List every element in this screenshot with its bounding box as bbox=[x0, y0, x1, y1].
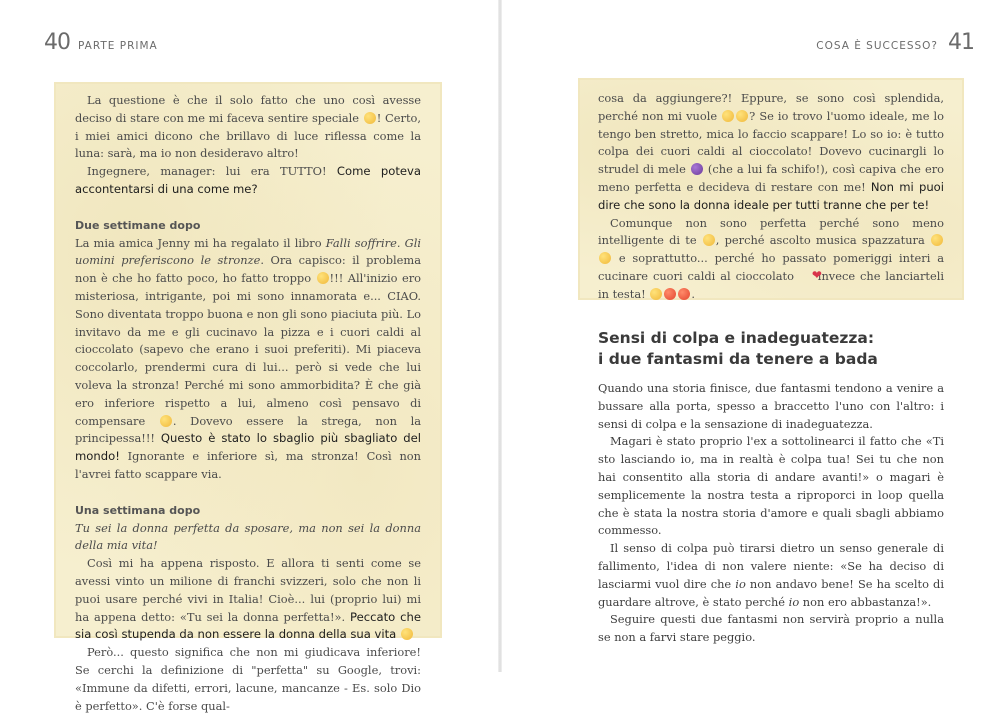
broken-heart-icon bbox=[800, 270, 812, 282]
paragraph: Magari è stato proprio l'ex a sottolinearci il fatto che «Ti sto lasciando io, ma in realtà è colpa tua! Sei tu che non hai consentito alla storia di andare avanti!» o magari è semplicemente la nostra testa a riproporci in loop quella che è stata la nostra storia d'amore e quali sbagli abbiamo commesso. bbox=[598, 434, 944, 538]
paragraph: Seguire questi due fantasmi non servirà proprio a nulla se non a farvi stare peggio. bbox=[598, 612, 944, 645]
steaming-emoji-icon bbox=[650, 288, 662, 300]
smiling-emoji-icon bbox=[401, 628, 413, 640]
paragraph: Comunque non sono perfetta perché sono meno intelligente di te , perché ascolto musica spazzatura e soprattutto... perché ho passato pomeriggi interi a cucinare cuori caldi al cioccolato ❤ invece che lanciarteli in testa! . bbox=[598, 215, 944, 304]
pleading-emoji-icon bbox=[160, 415, 172, 427]
paragraph: La questione è che il solo fatto che uno così avesse deciso di stare con me mi faceva sentire speciale ! Certo, i miei amici dicono che brillavo di luce riflessa come la luna: sarà, ma io non desideravo altro! bbox=[75, 93, 422, 161]
frowning-emoji-icon bbox=[599, 252, 611, 264]
subheading: Due settimane dopo bbox=[75, 218, 201, 232]
confused-emoji-icon bbox=[736, 110, 748, 122]
left-box-text bbox=[75, 92, 421, 715]
body-text bbox=[598, 380, 944, 647]
angry-emoji-icon bbox=[664, 288, 676, 300]
sad-emoji-icon bbox=[722, 110, 734, 122]
left-page-number: 40 bbox=[44, 30, 70, 55]
right-running-head: COSA È SUCCESSO? bbox=[816, 40, 938, 52]
paragraph: Così mi ha appena risposto. E allora ti senti come se avessi vinto un milione di franchi svizzeri, solo che non li puoi usare perché vivi in Italia! Cioè... lui (proprio lui) mi ha appena detto: «Tu sei la donna perfetta!». Peccato che sia così stupenda da non essere la donna della sua vita bbox=[75, 556, 421, 642]
section-title bbox=[598, 328, 948, 370]
worried-emoji-icon bbox=[703, 234, 715, 246]
frowning-emoji-icon bbox=[931, 234, 943, 246]
paragraph: La mia amica Jenny mi ha regalato il libro Falli soffrire. Gli uomini preferiscono le stronze. Ora capisco: il problema non è che ho fatto poco, ho fatto troppo !!! All'inizio ero misteriosa, intrigante, poi mi sono innamorata e... CIAO. Sono diventata troppo buona e non gli sono piaciuta più. Lo invitavo da me e gli cucinavo la pizza e i cuori caldi al cioccolato (sapevo che erano i suoi preferiti). Mi piaceva coccolarlo, prendermi cura di lui... però si vede che lui voleva la stronza! Perché mi sono ammorbidita? È che già ero inferiore rispetto a lui, almeno così pensavo di compensare . Dovevo essere la strega, non la principessa!!! Questo è stato lo sbaglio più sbagliato del mondo! Ignorante e inferiore sì, ma stronza! Così non l'avrei fatto scappare via. bbox=[75, 235, 422, 481]
right-page-number: 41 bbox=[948, 30, 974, 55]
angry-emoji-icon bbox=[678, 288, 690, 300]
crying-emoji-icon bbox=[317, 272, 329, 284]
devil-emoji-icon bbox=[691, 163, 703, 175]
paragraph: Quando una storia finisce, due fantasmi tendono a venire a bussare alla porta, spesso a braccetto l'uno con l'altro: i sensi di colpa e la sensazione di inadeguatezza. bbox=[598, 381, 944, 431]
paragraph: Tu sei la donna perfetta da sposare, ma non sei la donna della mia vita! bbox=[75, 520, 421, 553]
book-gutter bbox=[498, 0, 502, 672]
paragraph: Ingegnere, manager: lui era TUTTO! Come poteva accontentarsi di una come me? bbox=[75, 164, 421, 196]
section-title-line: i due fantasmi da tenere a bada bbox=[598, 350, 878, 368]
star-struck-emoji-icon bbox=[364, 112, 376, 124]
right-box-text bbox=[598, 90, 944, 304]
subheading: Una settimana dopo bbox=[75, 503, 201, 517]
paragraph: Il senso di colpa può tirarsi dietro un senso generale di fallimento, l'idea di non valere niente: «Se ha deciso di lasciarmi vuol dire che io non andavo bene! Se ha scelto di guardare altrove, è stato perché io non ero abbastanza!». bbox=[598, 541, 944, 609]
left-running-head: PARTE PRIMA bbox=[78, 40, 158, 52]
paragraph: Però... questo significa che non mi giudicava inferiore! Se cerchi la definizione di "perfetta" su Google, trovi: «Immune da difetti, errori, lacune, mancanze - Es. solo Dio è perfetto». C'è forse qual- bbox=[75, 645, 421, 713]
paragraph: cosa da aggiungere?! Eppure, se sono così splendida, perché non mi vuole ? Se io trovo l'uomo ideale, me lo tengo ben stretto, mica lo faccio scappare! Lo so io: è tutto colpa dei cuori caldi al cioccolato! Dovevo cucinargli lo strudel di mele (che a lui fa schifo!), così capiva che ero meno perfetta e decideva di restare con me! Non mi puoi dire che sono la donna ideale per tutti tranne che per te! bbox=[598, 91, 945, 212]
section-title-line: Sensi di colpa e inadeguatezza: bbox=[598, 329, 875, 347]
